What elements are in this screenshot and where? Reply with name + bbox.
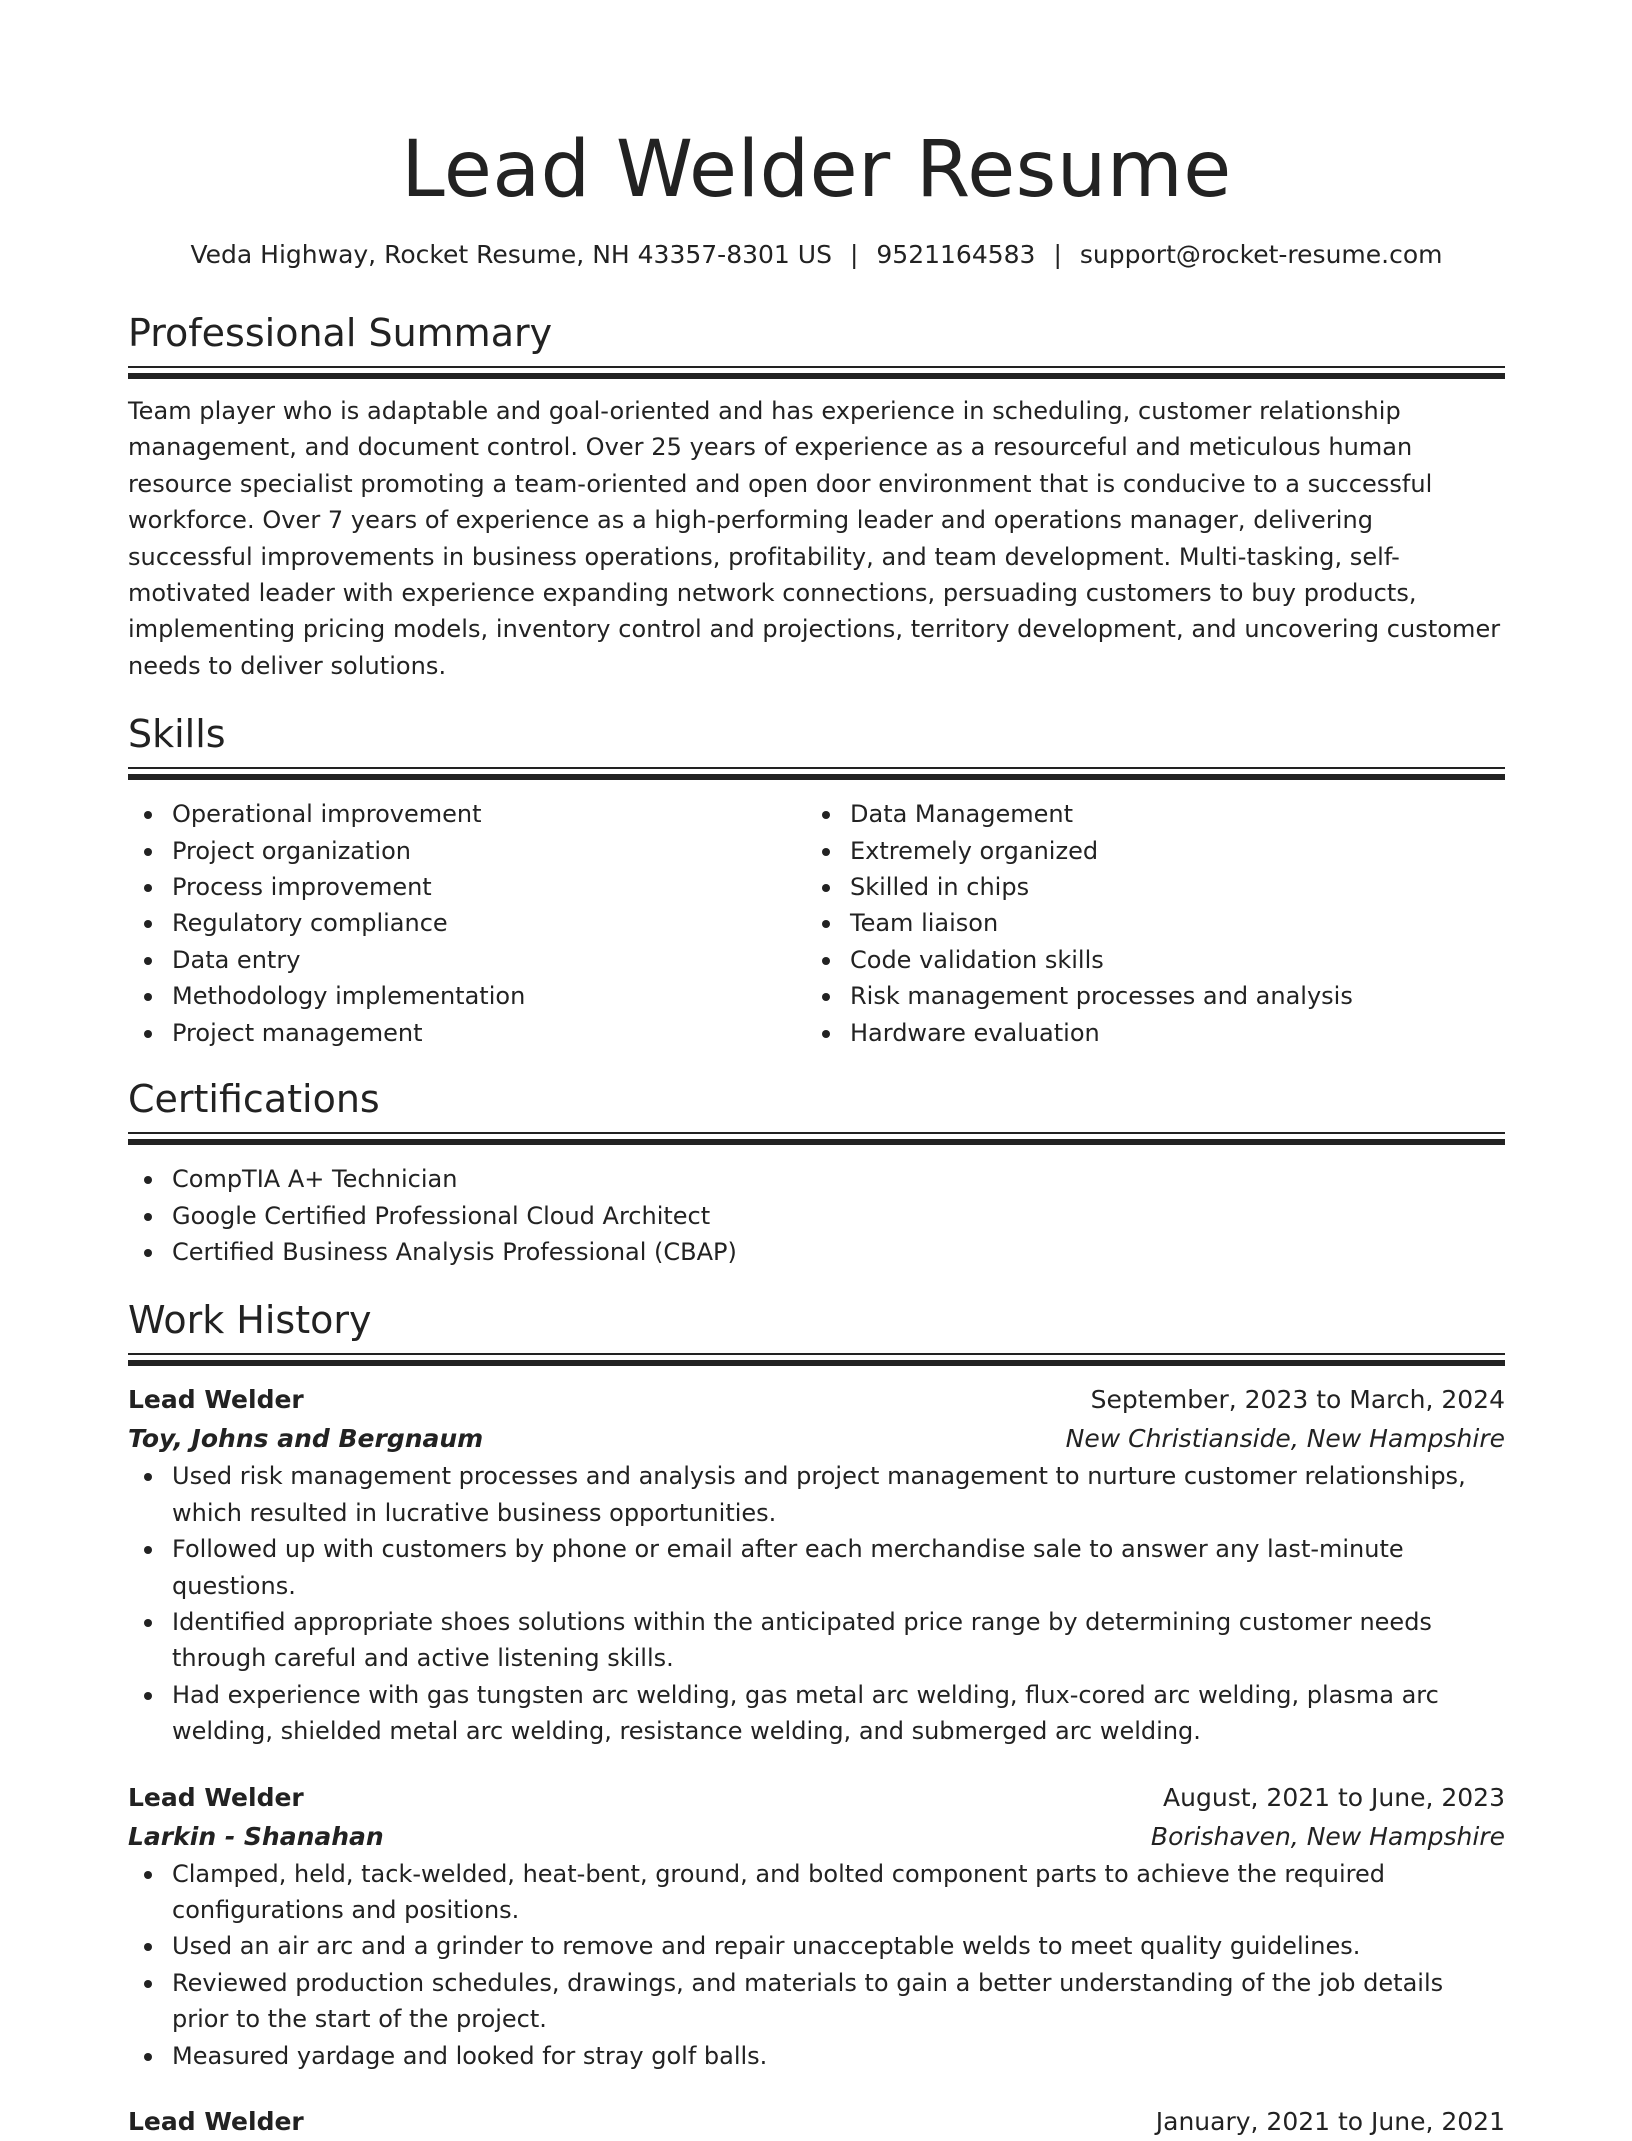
skill-item: Operational improvement [128, 796, 806, 832]
summary-section [128, 309, 1505, 684]
skill-item: Skilled in chips [806, 869, 1484, 905]
certification-item: CompTIA A+ Technician [128, 1161, 1505, 1197]
job-bullet: Clamped, held, tack-welded, heat-bent, ground, and bolted component parts to achieve the required configurations and positions. [128, 1856, 1505, 1929]
skill-item: Data entry [128, 942, 806, 978]
contact-phone: 9521164583 [876, 240, 1036, 269]
section-divider [128, 1132, 1505, 1145]
job-bullet: Measured yardage and looked for stray golf balls. [128, 2038, 1505, 2074]
skill-item: Project organization [128, 833, 806, 869]
job-dates: January, 2021 to June, 2021 [1155, 2107, 1505, 2136]
job-company: Toy, Johns and Bergnaum [128, 1424, 484, 1454]
skill-item: Code validation skills [806, 942, 1484, 978]
job-dates: September, 2023 to March, 2024 [1090, 1385, 1505, 1415]
job-company: Larkin - Shanahan [128, 1821, 384, 1851]
job-bullet: Followed up with customers by phone or email after each merchandise sale to answer any last-minute questions. [128, 1531, 1505, 1604]
job-title: Lead Welder [128, 1385, 304, 1415]
contact-email: support@rocket-resume.com [1079, 240, 1443, 269]
job-header [128, 2102, 1505, 2141]
contact-line [128, 238, 1505, 272]
job-subheader [128, 1817, 1505, 1856]
skill-item: Regulatory compliance [128, 905, 806, 941]
section-divider [128, 366, 1505, 379]
work-history-section [128, 1296, 1505, 2141]
resume-page [128, 0, 1505, 2141]
skills-list-left [128, 796, 806, 1051]
job-subheader [128, 1419, 1505, 1458]
job-title: Lead Welder [128, 1782, 304, 1812]
contact-address: Veda Highway, Rocket Resume, NH 43357-8301 US [190, 240, 832, 269]
summary-heading: Professional Summary [128, 311, 553, 355]
job-entry [128, 1380, 1505, 1749]
certification-item: Certified Business Analysis Professional (CBAP) [128, 1234, 1505, 1270]
certifications-heading: Certifications [128, 1077, 380, 1122]
job-location: Borishaven, New Hampshire [1150, 1821, 1505, 1851]
skills-list-right [806, 796, 1484, 1051]
skills-heading: Skills [128, 712, 226, 757]
skill-item: Extremely organized [806, 833, 1484, 869]
skill-item: Methodology implementation [128, 978, 806, 1014]
certification-item: Google Certified Professional Cloud Architect [128, 1198, 1505, 1234]
job-header [128, 1380, 1505, 1419]
skills-section [128, 710, 1505, 1051]
summary-text: Team player who is adaptable and goal-oriented and has experience in scheduling, customer relationship management, and document control. Over 25 years of experience as a resourceful and meticulous human resource specialist promoting a team-oriented and open door environment that is conducive to a successful workforce. Over 7 years of experience as a high-performing leader and operations manager, delivering successful improvements in business operations, profitability, and team development. Multi-tasking, self-motivated leader with experience expanding network connections, persuading customers to buy products, implementing pricing models, inventory control and projections, territory development, and uncovering customer needs to deliver solutions. [128, 397, 1501, 680]
skill-item: Risk management processes and analysis [806, 978, 1484, 1014]
skill-item: Project management [128, 1015, 806, 1051]
job-bullet: Had experience with gas tungsten arc welding, gas metal arc welding, flux-cored arc welding, plasma arc welding, shielded metal arc welding, resistance welding, and submerged arc welding. [128, 1677, 1505, 1750]
job-location: New Christianside, New Hampshire [1065, 1424, 1505, 1454]
skill-item: Hardware evaluation [806, 1015, 1484, 1051]
skill-item: Data Management [806, 796, 1484, 832]
skill-item: Process improvement [128, 869, 806, 905]
job-entry [128, 1778, 1505, 2074]
resume-title: Lead Welder Resume [401, 125, 1232, 215]
job-bullets [128, 1458, 1505, 1749]
certifications-section [128, 1075, 1505, 1270]
job-bullet: Used risk management processes and analysis and project management to nurture customer relationships, which resulted in lucrative business opportunities. [128, 1458, 1505, 1531]
job-title: Lead Welder [128, 2107, 304, 2136]
certifications-list [128, 1161, 1505, 1270]
work-history-heading: Work History [128, 1298, 372, 1343]
job-bullet: Identified appropriate shoes solutions within the anticipated price range by determining customer needs through careful and active listening skills. [128, 1604, 1505, 1677]
contact-separator: | [849, 240, 859, 269]
job-bullets [128, 1856, 1505, 2074]
skills-grid [128, 796, 1505, 1051]
skill-item: Team liaison [806, 905, 1484, 941]
section-divider [128, 1353, 1505, 1366]
section-divider [128, 767, 1505, 780]
job-header [128, 1778, 1505, 1817]
job-dates: August, 2021 to June, 2023 [1163, 1782, 1505, 1812]
contact-separator: | [1053, 240, 1062, 269]
job-bullet: Reviewed production schedules, drawings, and materials to gain a better understanding of the job details prior to the start of the project. [128, 1965, 1505, 2038]
job-entry [128, 2102, 1505, 2141]
job-bullet: Used an air arc and a grinder to remove and repair unacceptable welds to meet quality guidelines. [128, 1928, 1505, 1964]
